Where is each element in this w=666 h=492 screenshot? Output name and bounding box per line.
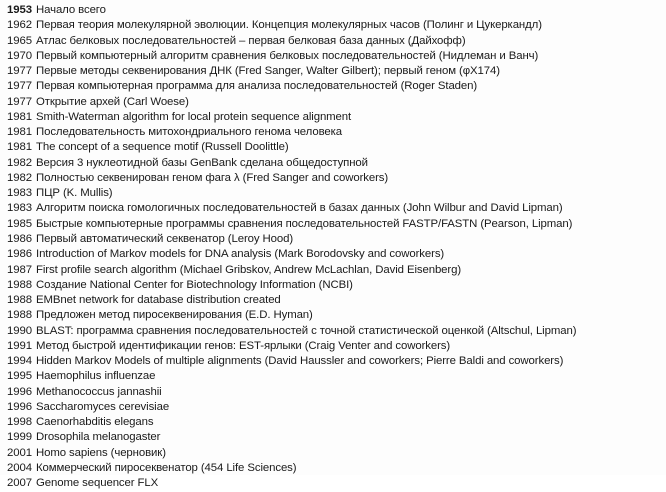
timeline-year: 1981 [7,141,32,154]
timeline-year: 1983 [7,202,32,215]
timeline-year: 1953 [7,4,32,16]
timeline-row [2,324,576,339]
timeline-event: Первая компьютерная программа для анализа последовательностей (Roger Staden) [36,80,478,93]
timeline-year: 2007 [7,477,32,490]
timeline-year: 1965 [7,34,32,47]
timeline-event: Saccharomyces cerevisiae [36,400,170,413]
timeline-year: 1994 [7,355,32,368]
timeline-event: Caenorhabditis elegans [36,416,154,429]
timeline-year: 2004 [7,461,32,474]
timeline-row [2,263,576,278]
timeline-year: 1977 [7,95,32,108]
timeline-event: Первые методы секвенирования ДНК (Fred Sanger, Walter Gilbert); первый геном (φX174) [36,65,500,78]
timeline-year: 1970 [7,49,32,62]
timeline-row [2,186,576,201]
timeline-list [2,3,576,492]
timeline-row [2,64,576,79]
timeline-year: 1986 [7,232,32,245]
timeline-row [2,3,576,18]
timeline-event: Атлас белковых последовательностей – первая белковая база данных (Дайхофф) [36,34,466,47]
timeline-row [2,140,576,155]
timeline-year: 1990 [7,324,32,337]
timeline-event: EMBnet network for database distribution created [36,294,281,307]
timeline-row [2,354,576,369]
timeline-event: Homo sapiens (черновик) [36,446,166,459]
timeline-row [2,400,576,415]
timeline-event: Smith-Waterman algorithm for local protein sequence alignment [36,110,352,123]
timeline-row [2,415,576,430]
timeline-row [2,125,576,140]
timeline-row [2,461,576,476]
timeline-event: Открытие архей (Carl Woese) [36,95,189,108]
timeline-year: 1985 [7,217,32,230]
timeline-year: 1996 [7,400,32,413]
timeline-row [2,156,576,171]
timeline-year: 1977 [7,65,32,78]
timeline-row [2,49,576,64]
timeline-row [2,278,576,293]
timeline-event: Haemophilus influenzae [36,370,156,383]
timeline-year: 1981 [7,110,32,123]
timeline-year: 1996 [7,385,32,398]
timeline-row [2,293,576,308]
timeline-year: 2001 [7,446,32,459]
timeline-row [2,247,576,262]
timeline-row [2,369,576,384]
timeline-year: 1995 [7,370,32,383]
timeline-event: Метод быстрой идентификации генов: EST-ярлыки (Craig Venter and coworkers) [36,339,451,352]
timeline-event: Methanococcus jannashii [36,385,162,398]
timeline-year: 1981 [7,126,32,139]
timeline-row [2,171,576,186]
timeline-event: Первый автоматический секвенатор (Leroy Hood) [36,232,294,245]
timeline-event: Быстрые компьютерные программы сравнения последовательностей FASTP/FASTN (Pearson, Lipman) [36,217,573,230]
timeline-year: 1988 [7,309,32,322]
timeline-year: 1988 [7,294,32,307]
timeline-row [2,232,576,247]
timeline-event: Полностью секвенирован геном фага λ (Fred Sanger and coworkers) [36,171,389,184]
timeline-row [2,201,576,216]
timeline-row [2,430,576,445]
timeline-event: First profile search algorithm (Michael Gribskov, Andrew McLachlan, David Eisenberg) [36,263,462,276]
timeline-row [2,79,576,94]
timeline-year: 1988 [7,278,32,291]
timeline-event: Genome sequencer FLX [36,477,159,490]
timeline-event: Последовательность митохондриального генома человека [36,126,342,139]
timeline-event: Drosophila melanogaster [36,431,161,444]
timeline-row [2,18,576,33]
timeline-year: 1998 [7,416,32,429]
timeline-row [2,476,576,491]
timeline-event: Первая теория молекулярной эволюции. Концепция молекулярных часов (Полинг и Цукеркандл) [36,19,542,32]
timeline-event: Начало всего [36,4,106,16]
timeline-event: Первый компьютерный алгоритм сравнения белковых последовательностей (Нидлеман и Ванч) [36,49,539,62]
timeline-event: Версия 3 нуклеотидной базы GenBank сделана общедоступной [36,156,368,169]
timeline-year: 1986 [7,248,32,261]
timeline-row [2,34,576,49]
timeline-row [2,446,576,461]
timeline-row [2,110,576,125]
timeline-event: BLAST: программа сравнения последовательностей с точной статистической оценкой (Altschul, Lipman) [36,324,577,337]
timeline-year: 1977 [7,80,32,93]
timeline-event: The concept of a sequence motif (Russell Doolittle) [36,141,289,154]
timeline-event: ПЦР (K. Mullis) [36,187,113,200]
timeline-event: Introduction of Markov models for DNA analysis (Mark Borodovsky and coworkers) [36,248,445,261]
timeline-year: 1983 [7,187,32,200]
timeline-year: 1999 [7,431,32,444]
timeline-event: Коммерческий пиросеквенатор (454 Life Sciences) [36,461,297,474]
timeline-row [2,385,576,400]
timeline-year: 1982 [7,156,32,169]
timeline-year: 1987 [7,263,32,276]
timeline-year: 1982 [7,171,32,184]
timeline-year: 1991 [7,339,32,352]
timeline-row [2,217,576,232]
timeline-event: Hidden Markov Models of multiple alignments (David Haussler and coworkers; Pierre Baldi and coworkers) [36,355,564,368]
timeline-year: 1962 [7,19,32,32]
timeline-row [2,308,576,323]
timeline-row [2,339,576,354]
timeline-row [2,95,576,110]
timeline-event: Создание National Center for Biotechnology Information (NCBI) [36,278,353,291]
timeline-event: Алгоритм поиска гомологичных последовательностей в базах данных (John Wilbur and David Lipman) [36,202,563,215]
timeline-event: Предложен метод пиросеквенирования (E.D. Hyman) [36,309,313,322]
